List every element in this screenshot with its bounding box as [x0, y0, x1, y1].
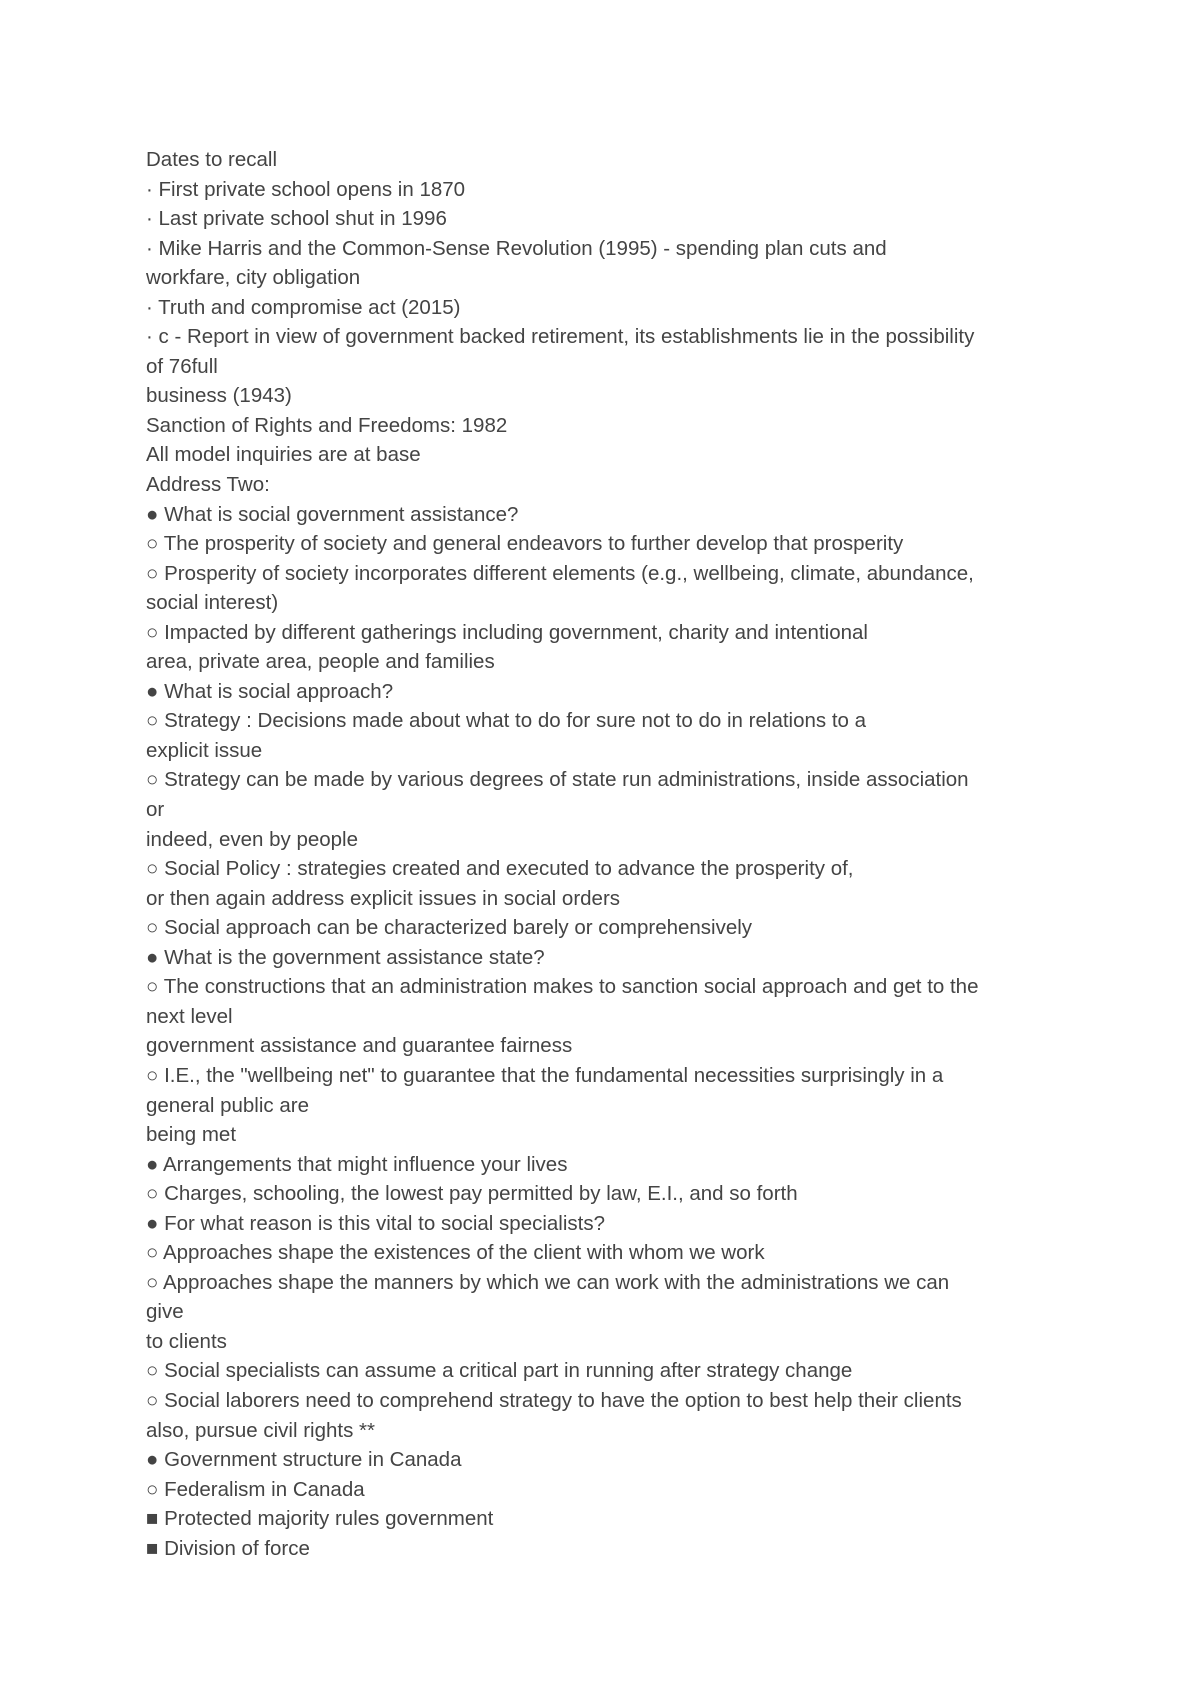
- document-line: ○ Federalism in Canada: [146, 1477, 365, 1501]
- document-line: ○ The constructions that an administration makes to sanction social approach and get to the: [146, 975, 979, 999]
- document-line: give: [146, 1300, 184, 1324]
- document-line: All model inquiries are at base: [146, 443, 421, 467]
- document-line: area, private area, people and families: [146, 650, 495, 674]
- document-line: Sanction of Rights and Freedoms: 1982: [146, 413, 508, 437]
- document-line: also, pursue civil rights **: [146, 1418, 376, 1442]
- document-line: explicit issue: [146, 738, 263, 762]
- document-line: general public are: [146, 1093, 309, 1117]
- document-line: ● Arrangements that might influence your lives: [146, 1152, 568, 1176]
- document-line: ○ Strategy can be made by various degrees of state run administrations, inside association: [146, 768, 969, 792]
- document-line: ○ Social Policy : strategies created and executed to advance the prosperity of,: [146, 857, 854, 881]
- document-line: or then again address explicit issues in social orders: [146, 886, 621, 910]
- document-line: ● What is social government assistance?: [146, 502, 519, 526]
- document-body: [146, 145, 1146, 1563]
- document-line: ○ Impacted by different gatherings including government, charity and intentional: [146, 620, 868, 644]
- document-line: indeed, even by people: [146, 827, 359, 851]
- document-line: of 76full: [146, 354, 218, 378]
- document-line: ○ Social laborers need to comprehend strategy to have the option to best help their clients: [146, 1388, 962, 1412]
- document-line: Dates to recall: [146, 148, 278, 171]
- document-line: ● Government structure in Canada: [146, 1448, 462, 1472]
- document-line: ○ The prosperity of society and general endeavors to further develop that prosperity: [146, 532, 904, 556]
- document-line: ● What is social approach?: [146, 679, 394, 703]
- document-line: business (1943): [146, 384, 292, 408]
- document-line: ● What is the government assistance state?: [146, 945, 545, 969]
- document-line: ○ Approaches shape the existences of the client with whom we work: [146, 1241, 765, 1265]
- document-line: · c - Report in view of government backed retirement, its establishments lie in the possibility: [146, 325, 975, 349]
- document-line: · Mike Harris and the Common-Sense Revolution (1995) - spending plan cuts and: [146, 236, 887, 260]
- document-line: ■ Protected majority rules government: [146, 1507, 494, 1531]
- document-line: ○ Social specialists can assume a critical part in running after strategy change: [146, 1359, 853, 1383]
- document-line: · Last private school shut in 1996: [146, 207, 447, 231]
- document-line: ○ Charges, schooling, the lowest pay permitted by law, E.I., and so forth: [146, 1182, 798, 1206]
- document-line: ○ Approaches shape the manners by which we can work with the administrations we can: [146, 1270, 950, 1294]
- document-line: to clients: [146, 1329, 227, 1353]
- document-line: government assistance and guarantee fairness: [146, 1034, 573, 1058]
- document-line: Address Two:: [146, 473, 270, 497]
- document-line: ■ Division of force: [146, 1536, 310, 1560]
- document-line: or: [146, 798, 165, 822]
- document-line: ○ Prosperity of society incorporates different elements (e.g., wellbeing, climate, abundance,: [146, 561, 974, 585]
- document-line: ○ Strategy : Decisions made about what to do for sure not to do in relations to a: [146, 709, 867, 733]
- document-line: ● For what reason is this vital to social specialists?: [146, 1211, 606, 1235]
- document-line: ○ Social approach can be characterized barely or comprehensively: [146, 916, 753, 940]
- document-line: social interest): [146, 591, 279, 615]
- document-line: workfare, city obligation: [146, 266, 361, 290]
- document-line: next level: [146, 1004, 233, 1028]
- document-line: · Truth and compromise act (2015): [146, 295, 461, 319]
- document-line: being met: [146, 1123, 237, 1147]
- document-line: ○ I.E., the "wellbeing net" to guarantee that the fundamental necessities surprisingly in a: [146, 1063, 944, 1087]
- document-line: · First private school opens in 1870: [146, 177, 466, 201]
